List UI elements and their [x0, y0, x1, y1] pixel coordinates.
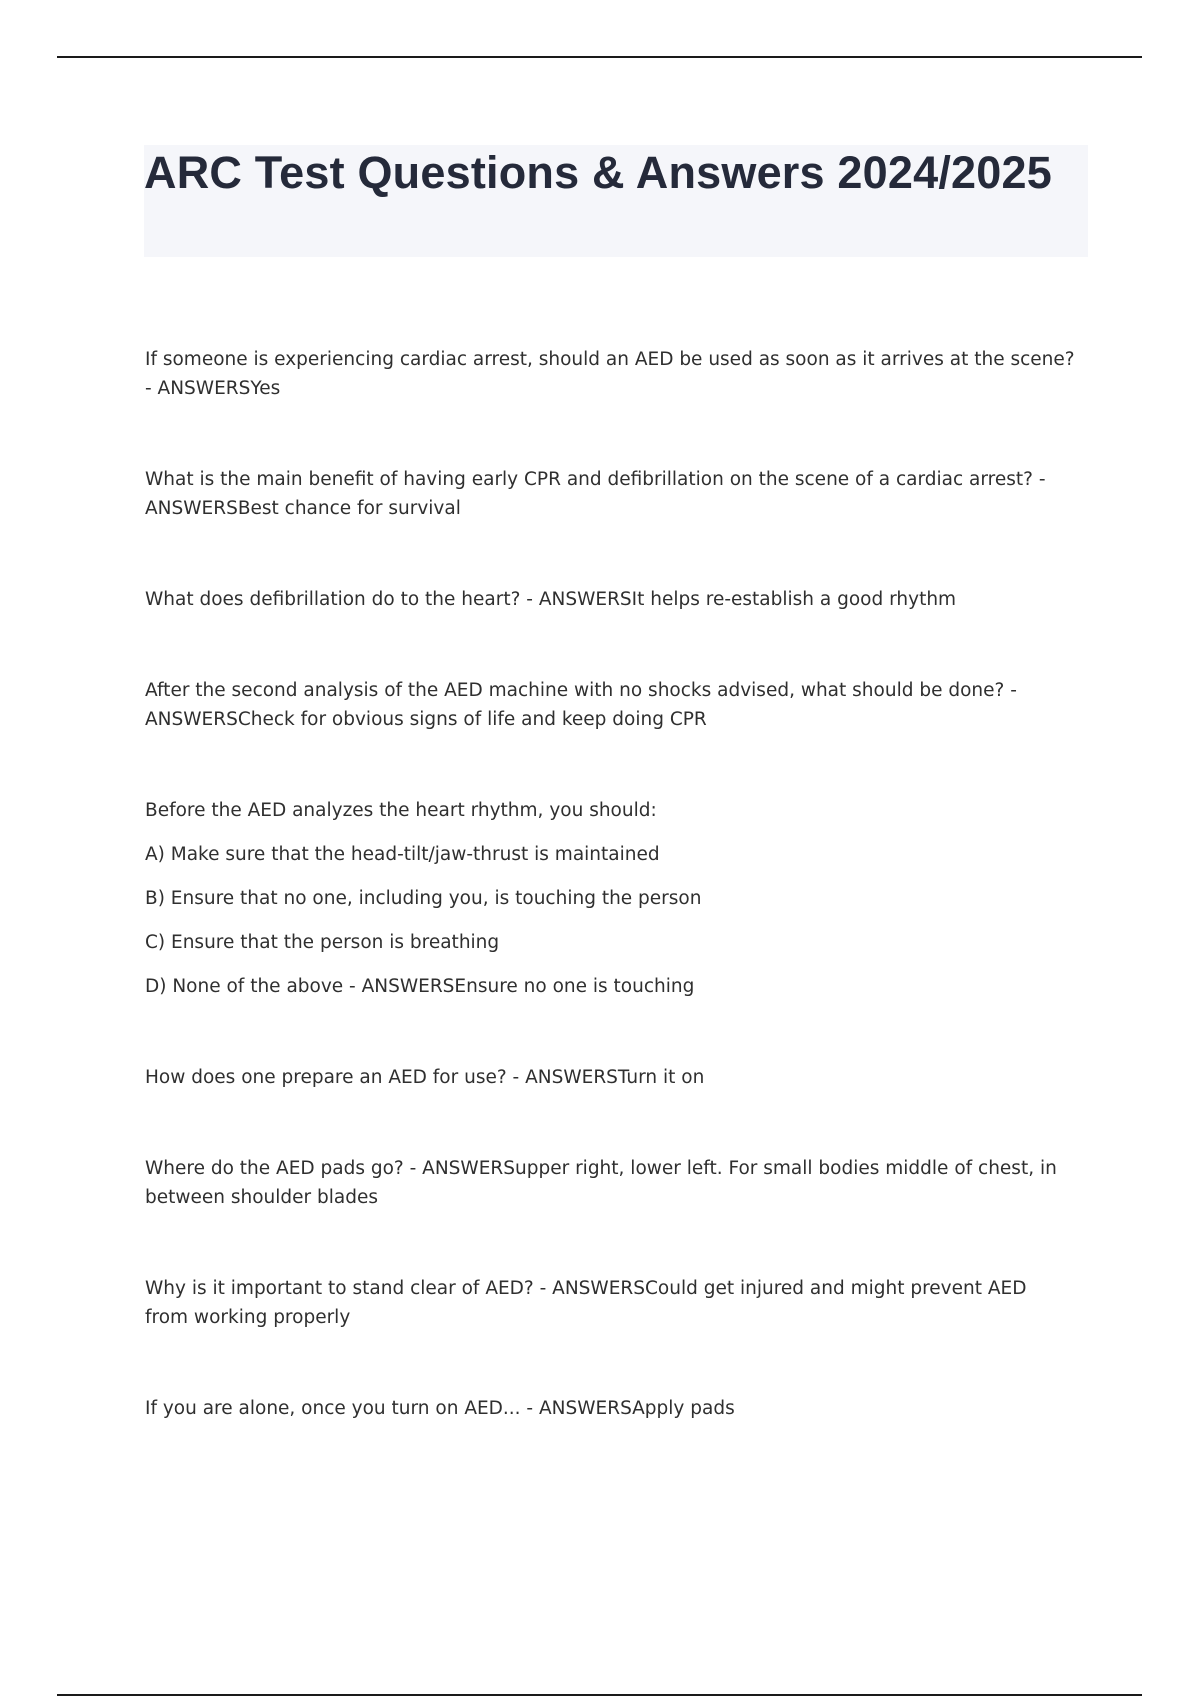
qa-text: What does defibrillation do to the heart? - ANSWERSIt helps re-establish a good rhythm: [145, 589, 957, 610]
qa-item-multiple-choice: [145, 796, 1075, 1001]
title-block: [144, 145, 1088, 257]
qa-text: After the second analysis of the AED machine with no shocks advised, what should be done? - ANSWERSCheck for obvious signs of life and keep doing CPR: [145, 680, 1017, 730]
qa-text: Where do the AED pads go? - ANSWERSupper right, lower left. For small bodies middle of chest, in between shoulder blades: [145, 1158, 1057, 1208]
qa-option-c: C) Ensure that the person is breathing: [145, 932, 500, 953]
qa-list: [145, 345, 1075, 1485]
qa-item: [145, 345, 1075, 403]
qa-item: [145, 1394, 1075, 1423]
qa-text: How does one prepare an AED for use? - ANSWERSTurn it on: [145, 1067, 705, 1088]
qa-text: Why is it important to stand clear of AED? - ANSWERSCould get injured and might prevent AED from working properly: [145, 1278, 1027, 1328]
qa-option-b: B) Ensure that no one, including you, is touching the person: [145, 888, 702, 909]
qa-text: If someone is experiencing cardiac arrest, should an AED be used as soon as it arrives at the scene? - ANSWERSYes: [145, 349, 1075, 399]
qa-option-d: D) None of the above - ANSWERSEnsure no one is touching: [145, 976, 695, 997]
qa-option-a: A) Make sure that the head-tilt/jaw-thrust is maintained: [145, 844, 660, 865]
qa-item: [145, 1063, 1075, 1092]
qa-text: If you are alone, once you turn on AED... - ANSWERSApply pads: [145, 1398, 735, 1419]
qa-question: Before the AED analyzes the heart rhythm, you should:: [145, 800, 657, 821]
top-rule: [57, 56, 1142, 58]
qa-item: [145, 676, 1075, 734]
qa-item: [145, 1154, 1075, 1212]
document-title: ARC Test Questions & Answers 2024/2025: [144, 147, 1052, 198]
qa-text: What is the main benefit of having early CPR and defibrillation on the scene of a cardiac arrest? - ANSWERSBest chance for survival: [145, 469, 1046, 519]
qa-item: [145, 585, 1075, 614]
qa-item: [145, 465, 1075, 523]
bottom-rule: [57, 1694, 1142, 1696]
qa-item: [145, 1274, 1075, 1332]
